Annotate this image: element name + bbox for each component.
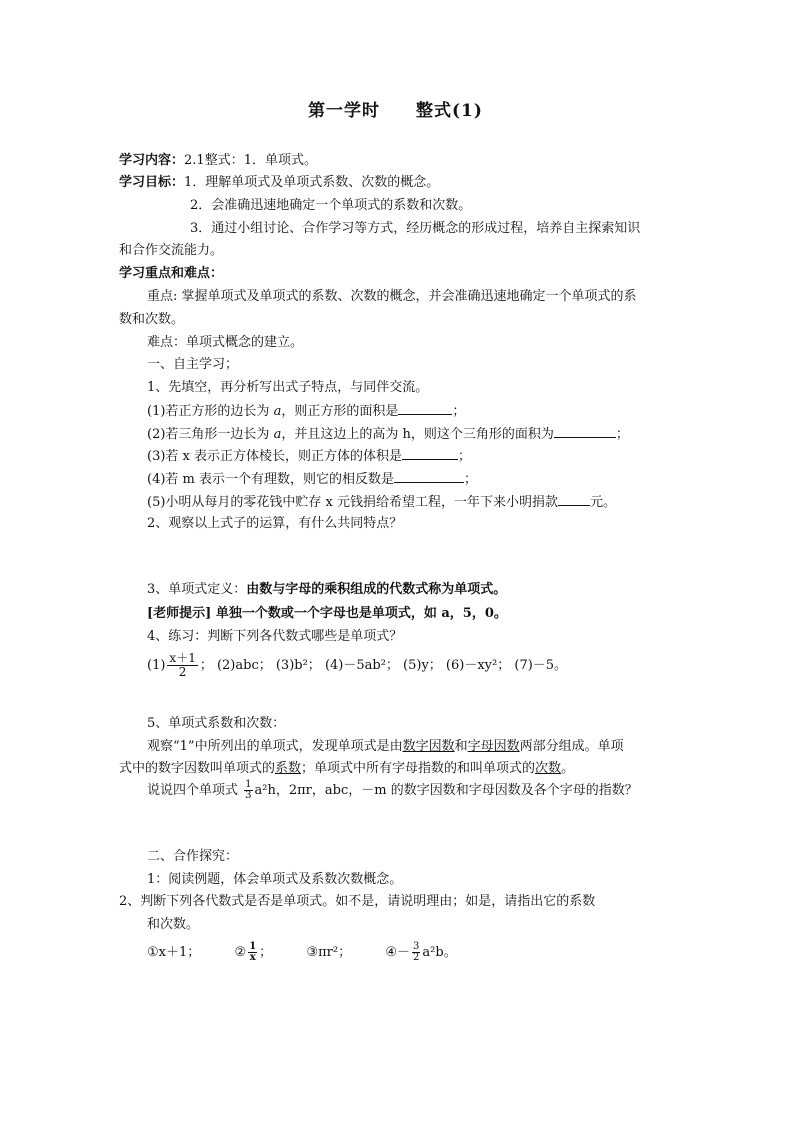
teacher-tip (147, 604, 507, 624)
problem-5-text: (5)小明从每月的零花钱中贮存 x 元钱捐给希望工程，一年下来小明捐款 (147, 495, 559, 510)
question-2: 2、观察以上式子的运算，有什么共同特点？ (147, 516, 403, 531)
coef-text: 式中的数字因数叫单项式的 (119, 761, 276, 776)
content-label: 学习内容： (119, 153, 185, 168)
key-point-cont: 数和次数。 (119, 312, 185, 327)
problem-2-text: (2)若三角形一边长为 (147, 427, 274, 442)
tip-label: [老师提示] (147, 606, 212, 621)
coop-item-2-label: ② (234, 945, 247, 960)
fraction-numerator: 1 (245, 779, 252, 790)
section-coefficient: 5、单项式系数和次数： (147, 716, 286, 731)
goal-1 (119, 173, 439, 193)
fraction-numerator: 3 (413, 941, 420, 952)
section-cooperation: 二、合作探究： (147, 849, 239, 864)
semicolon: ； (464, 472, 478, 487)
semicolon: ； (458, 449, 472, 464)
answer-blank-3[interactable] (402, 446, 458, 460)
key-point: 重点: 掌握单项式及单项式的系数、次数的概念，并会准确迅速地确定一个单项式的系 (147, 289, 637, 304)
coef-text: 和 (454, 739, 468, 754)
coop-item-4-label: ④－ (385, 945, 411, 960)
goal-3: 3．通过小组讨论、合作学习等方式，经历概念的形成过程，培养自主探索知识 (190, 221, 641, 236)
exercise-items (147, 650, 567, 682)
goal-1-text: 1．理解单项式及单项式系数、次数的概念。 (184, 175, 440, 190)
definition (147, 580, 506, 600)
problem-4-text: (4)若 m 表示一个有理数，则它的相反数是 (147, 472, 395, 487)
coop-item-3: ③πr²； (306, 945, 352, 960)
fraction-denominator: 3 (245, 790, 252, 801)
definition-text: 由数与字母的乘积组成的代数式称为单项式。 (246, 582, 507, 597)
fraction-denominator: x (249, 952, 256, 963)
problem-4 (147, 469, 477, 490)
definition-lead: 3、单项式定义： (147, 582, 247, 597)
problem-2-text-b: ，并且这边上的高为 h，则这个三角形的面积为 (281, 427, 554, 442)
problem-2 (147, 424, 629, 445)
fraction-denominator: 2 (413, 952, 420, 963)
coef-text: 。 (561, 761, 575, 776)
problem-3-text: (3)若 x 表示正方体棱长，则正方体的体积是 (147, 449, 403, 464)
term-letter-factor: 字母因数 (467, 739, 520, 754)
difficult-point: 难点：单项式概念的建立。 (147, 335, 304, 350)
coop-item-4-text: a²b。 (422, 945, 457, 960)
coef-text: a²h，2πr，abc，－m 的数字因数和字母因数及各个字母的指数？ (254, 783, 638, 798)
problem-5-unit: 元。 (590, 495, 617, 510)
content-text: 2.1整式：1．单项式。 (184, 153, 317, 168)
coop-items (147, 938, 457, 968)
coef-text: 两部分组成。单项 (519, 739, 624, 754)
answer-blank-2[interactable] (554, 424, 616, 438)
coop-1: 1：阅读例题，体会单项式及系数次数概念。 (147, 872, 403, 887)
goal-3-cont: 和合作交流能力。 (119, 243, 224, 258)
tip-text: 单独一个数或一个字母也是单项式，如 a，5，0。 (211, 606, 507, 621)
fraction-one-over-x (248, 942, 257, 963)
answer-blank-5[interactable] (558, 492, 590, 506)
coef-text: ；单项式中所有字母指数的和叫单项式的 (301, 761, 536, 776)
answer-blank-1[interactable] (398, 401, 452, 415)
goal-2: 2．会准确迅速地确定一个单项式的系数和次数。 (190, 198, 472, 213)
goals-label: 学习目标： (119, 175, 185, 190)
item-1-label: (1) (147, 658, 166, 673)
fraction-numerator: 1 (249, 941, 257, 952)
term-numeric-factor: 数字因数 (402, 739, 455, 754)
page-title: 第一学时 整式(1) (308, 101, 483, 121)
term-degree: 次数 (535, 761, 562, 776)
content-line (119, 151, 317, 171)
coef-text: 观察“1”中所列出的单项式，发现单项式是由 (147, 739, 403, 754)
fraction-three-halves (412, 942, 420, 963)
semicolon: ； (259, 945, 273, 960)
problem-1-text-b: ，则正方形的面积是 (281, 404, 399, 419)
exercise-rest: ； (2)abc； (3)b²； (4)－5ab²； (5)y； (6)－xy²； (7)－5。 (199, 658, 568, 673)
coef-text: 说说四个单项式 (147, 783, 243, 798)
semicolon: ； (615, 427, 629, 442)
variable-a: a (273, 404, 282, 419)
fraction-x-plus-1-over-2 (167, 652, 197, 679)
term-coefficient: 系数 (275, 761, 302, 776)
key-label: 学习重点和难点： (119, 266, 224, 281)
problem-5 (147, 492, 616, 513)
fraction-numerator: x＋1 (169, 651, 196, 665)
section-self-study: 一、自主学习； (147, 357, 239, 372)
semicolon: ； (452, 404, 466, 419)
coef-line-3 (147, 776, 638, 806)
question-4: 4、练习：判断下列各代数式哪些是单项式？ (147, 629, 403, 644)
answer-blank-4[interactable] (394, 469, 464, 483)
coop-item-1: ①x＋1； (147, 945, 201, 960)
coop-2: 2、判断下列各代数式是否是单项式。如不是，请说明理由；如是，请指出它的系数 (119, 894, 596, 909)
coop-2-cont: 和次数。 (147, 917, 200, 932)
problem-1 (147, 401, 465, 422)
variable-a: a (273, 427, 282, 442)
fraction-one-third (244, 780, 252, 801)
question-1: 1、先填空，再分析写出式子特点，与同伴交流。 (147, 380, 429, 395)
fraction-denominator: 2 (178, 665, 187, 679)
coef-line-1 (147, 737, 624, 757)
problem-3 (147, 446, 471, 467)
problem-1-text: (1)若正方形的边长为 (147, 404, 274, 419)
